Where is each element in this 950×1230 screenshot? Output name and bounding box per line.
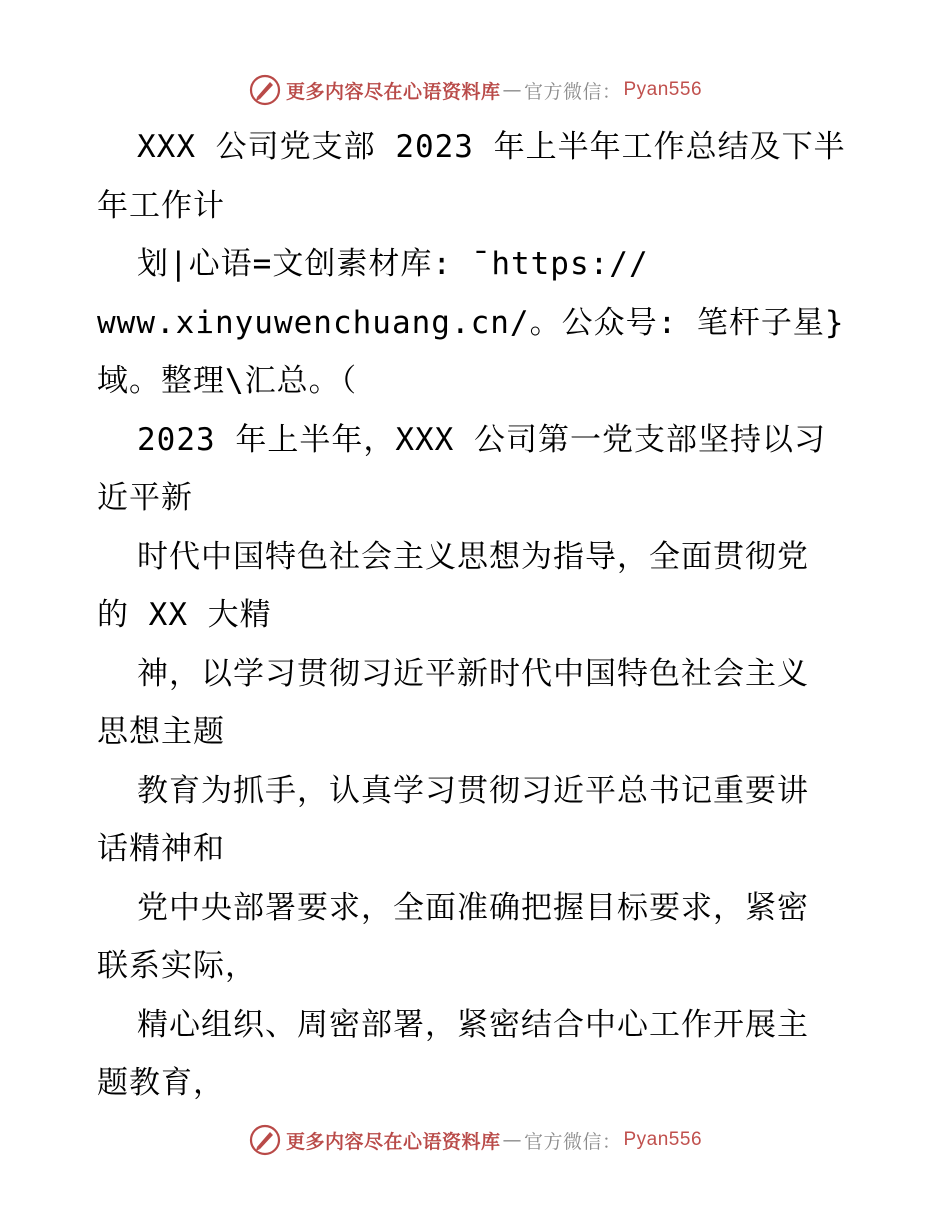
banner-dash: — (502, 1129, 522, 1151)
body-line: www.xinyuwenchuang.cn/。公众号: 笔杆子星} (97, 304, 845, 341)
body-line: 党中央部署要求，全面准确把握目标要求，紧密 (137, 889, 809, 926)
body-line: 精心组织、周密部署，紧密结合中心工作开展主 (137, 1006, 809, 1043)
document-body (97, 118, 857, 1113)
body-line: 2023 年上半年，XXX 公司第一党支部坚持以习 (137, 421, 826, 458)
body-line: 的 XX 大精 (97, 597, 272, 633)
quill-pen-logo-icon (248, 73, 282, 107)
banner-main-text: 更多内容尽在心语资料库 (285, 1130, 501, 1153)
body-line: 思想主题 (97, 714, 225, 750)
body-line: 教育为抓手，认真学习贯彻习近平总书记重要讲 (137, 772, 809, 809)
quill-pen-logo-icon (248, 1123, 282, 1157)
footer-banner (0, 1120, 950, 1160)
body-line: 年工作计 (97, 187, 225, 224)
banner-main-text: 更多内容尽在心语资料库 (285, 80, 501, 103)
banner-dash: — (502, 79, 522, 101)
body-line: 域。整理\汇总。（ (97, 363, 358, 399)
banner-wechat-label: 官方微信： (523, 1130, 622, 1153)
banner-wechat-account: Pyan556 (623, 1129, 703, 1150)
body-line: 划|心语=文创素材库: ¯https:// (137, 246, 649, 282)
body-line: 题教育， (97, 1065, 225, 1101)
body-line: XXX 公司党支部 2023 年上半年工作总结及下半 (137, 129, 846, 165)
header-banner (0, 70, 950, 110)
body-line: 近平新 (97, 480, 193, 516)
banner-wechat-account: Pyan556 (623, 79, 703, 100)
body-line: 神，以学习贯彻习近平新时代中国特色社会主义 (137, 655, 809, 692)
body-line: 话精神和 (97, 831, 225, 867)
banner-wechat-label: 官方微信： (523, 80, 622, 103)
body-line: 时代中国特色社会主义思想为指导，全面贯彻党 (137, 538, 809, 575)
body-line: 联系实际， (97, 948, 257, 984)
